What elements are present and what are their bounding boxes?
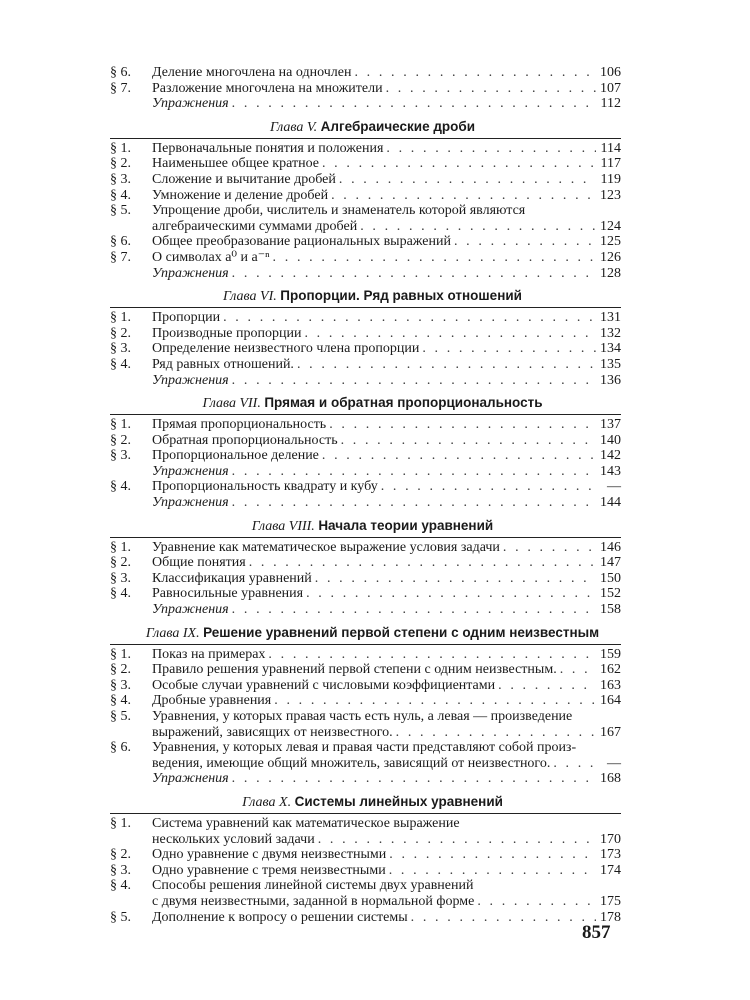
dot-leader — [381, 479, 596, 495]
section-number: § 1. — [110, 417, 131, 433]
toc-exercises-entry[interactable] — [110, 464, 621, 480]
toc-entry[interactable] — [110, 816, 621, 847]
page-ref: 147 — [600, 555, 621, 571]
toc-entry[interactable] — [110, 433, 621, 449]
dot-leader — [454, 234, 596, 250]
entry-title: Пропорциональность квадрату и кубу — [152, 479, 378, 495]
entry-body — [152, 433, 621, 449]
page-ref: 117 — [600, 156, 621, 172]
entry-title: Одно уравнение с двумя неизвестными — [152, 847, 387, 863]
entry-title: Упрощение дроби, числитель и знаменатель которой являются — [152, 203, 526, 219]
entry-title: Сложение и вычитание дробей — [152, 171, 336, 187]
entry-title: Равносильные уравнения — [152, 586, 304, 602]
page-ref: 178 — [600, 909, 621, 925]
section-number: § 4. — [110, 586, 131, 602]
entry-body — [152, 602, 621, 618]
section-number: § 3. — [110, 448, 131, 464]
page-ref: 128 — [600, 265, 621, 281]
dot-leader — [477, 894, 596, 910]
entry-body — [152, 555, 621, 571]
chapter-number: Глава VIII. — [251, 518, 315, 534]
toc-entry[interactable] — [110, 188, 621, 204]
section-number: § 2. — [110, 662, 131, 678]
dot-leader — [297, 357, 596, 373]
page-ref: 146 — [600, 539, 621, 555]
section-number: § 4. — [110, 479, 131, 495]
entry-body — [152, 156, 621, 172]
dot-leader — [304, 326, 596, 342]
toc-entry[interactable] — [110, 234, 621, 250]
entry-body — [152, 266, 621, 282]
toc-exercises-entry[interactable] — [110, 96, 621, 112]
toc-exercises-entry[interactable] — [110, 771, 621, 787]
page-ref: 175 — [600, 893, 621, 909]
dot-leader — [273, 250, 596, 266]
entry-body — [152, 203, 621, 234]
page-ref: 164 — [600, 693, 621, 709]
entry-title: Общие понятия — [152, 555, 246, 571]
dot-leader — [411, 910, 596, 926]
chapter-title: Начала теории уравнений — [318, 517, 494, 533]
entry-title: Деление многочлена на одночлен — [152, 65, 352, 80]
dot-leader — [223, 310, 596, 326]
toc-entry[interactable] — [110, 878, 621, 909]
chapter-number: Глава VI. — [223, 289, 277, 305]
entry-title: Способы решения линейной системы двух уравнений — [152, 878, 474, 894]
chapter-heading — [110, 792, 621, 814]
dot-leader — [341, 433, 596, 449]
page-ref: 158 — [600, 602, 621, 618]
section-number: § 2. — [110, 555, 131, 571]
page-ref: 167 — [600, 724, 621, 740]
page-ref: 162 — [600, 662, 621, 678]
entry-title: Система уравнений как математическое выражение — [152, 815, 460, 831]
section-number: § 5. — [110, 203, 131, 219]
section-number: § 7. — [110, 80, 131, 96]
entry-title: Пропорциональное деление — [152, 448, 319, 464]
toc-entry[interactable] — [110, 709, 621, 740]
entry-body — [152, 341, 621, 357]
page-number: 857 — [582, 922, 611, 943]
dot-leader — [318, 832, 596, 848]
dot-leader — [498, 678, 596, 694]
entry-body — [152, 693, 621, 709]
dot-leader — [422, 341, 596, 357]
section-number: § 6. — [110, 234, 131, 250]
dot-leader — [553, 756, 596, 772]
section-number: § 2. — [110, 156, 131, 172]
chapter-number: Глава IX. — [145, 625, 200, 641]
page-ref: 152 — [600, 586, 621, 602]
dot-leader — [386, 81, 596, 97]
dot-leader — [396, 725, 596, 741]
dot-leader — [268, 647, 596, 663]
toc-entry[interactable] — [110, 417, 621, 433]
entry-title: Пропорции — [152, 310, 221, 326]
section-number: § 3. — [110, 677, 131, 693]
toc-entry[interactable] — [110, 326, 621, 342]
section-number: § 5. — [110, 909, 131, 925]
entry-title: Упражнения — [152, 602, 229, 618]
entry-body — [152, 172, 621, 188]
page-ref: 131 — [600, 310, 621, 326]
page-ref: 114 — [600, 140, 621, 156]
dot-leader — [331, 188, 596, 204]
chapter-number: Глава X. — [242, 794, 292, 810]
section-number: § 4. — [110, 693, 131, 709]
dot-leader — [322, 156, 596, 172]
dot-leader — [322, 448, 596, 464]
chapter-title: Решение уравнений первой степени с одним неизвестным — [203, 624, 600, 640]
entry-title: с двумя неизвестными, заданной в нормальной форме — [152, 893, 475, 909]
page-ref: 140 — [600, 432, 621, 448]
toc-entry[interactable] — [110, 540, 621, 556]
page-ref: 126 — [600, 249, 621, 265]
toc-entry[interactable] — [110, 448, 621, 464]
dot-leader — [389, 863, 596, 879]
entry-title: Упражнения — [152, 463, 229, 479]
toc-exercises-entry[interactable] — [110, 495, 621, 511]
toc-entry[interactable] — [110, 81, 621, 97]
dot-leader — [329, 417, 596, 433]
page-ref: 174 — [600, 862, 621, 878]
entry-body — [152, 81, 621, 97]
entry-body — [152, 740, 621, 771]
chapter-heading — [110, 393, 621, 415]
chapter-title: Системы линейных уравнений — [294, 793, 503, 809]
entry-body — [152, 250, 621, 266]
toc-exercises-entry[interactable] — [110, 373, 621, 389]
entry-body — [152, 373, 621, 389]
toc-entry[interactable] — [110, 740, 621, 771]
chapter-heading — [110, 286, 621, 308]
toc-entry[interactable] — [110, 203, 621, 234]
dot-leader — [386, 141, 596, 157]
entry-body — [152, 863, 621, 879]
entry-body — [152, 479, 621, 495]
dot-leader — [232, 495, 596, 511]
dot-leader — [249, 555, 596, 571]
entry-body — [152, 96, 621, 112]
section-number: § 1. — [110, 310, 131, 326]
entry-body — [152, 709, 621, 740]
toc-entry[interactable] — [110, 172, 621, 188]
page-ref: 150 — [600, 570, 621, 586]
toc-exercises-entry[interactable] — [110, 602, 621, 618]
chapter-title: Пропорции. Ряд равных отношений — [280, 288, 522, 304]
section-number: § 6. — [110, 740, 131, 756]
toc-entry[interactable] — [110, 647, 621, 663]
section-number: § 1. — [110, 539, 131, 555]
toc-entry[interactable] — [110, 310, 621, 326]
section-number: § 4. — [110, 187, 131, 203]
toc-entry[interactable] — [110, 156, 621, 172]
page-ref: 125 — [600, 234, 621, 250]
page-ref: 143 — [600, 463, 621, 479]
entry-body — [152, 188, 621, 204]
entry-body — [152, 647, 621, 663]
dot-leader — [232, 373, 596, 389]
page-ref: 137 — [600, 417, 621, 433]
entry-body — [152, 816, 621, 847]
entry-body — [152, 571, 621, 587]
page-ref: 107 — [600, 80, 621, 96]
page-ref: 123 — [600, 187, 621, 203]
dot-leader — [354, 65, 596, 81]
toc-entry[interactable] — [110, 479, 621, 495]
section-number: § 3. — [110, 171, 131, 187]
page-ref: 112 — [600, 96, 621, 112]
entry-body — [152, 878, 621, 909]
entry-title: Особые случаи уравнений с числовыми коэффициентами — [152, 677, 496, 693]
dot-leader — [232, 266, 596, 282]
page-ref: 124 — [600, 218, 621, 234]
toc-entry[interactable] — [110, 910, 621, 926]
entry-title: алгебраическими суммами дробей — [152, 218, 358, 234]
dot-leader — [339, 172, 596, 188]
entry-body — [152, 326, 621, 342]
entry-title: Дополнение к вопросу о решении системы — [152, 909, 408, 925]
toc-entry[interactable] — [110, 250, 621, 266]
toc-entry[interactable] — [110, 586, 621, 602]
toc-entry[interactable] — [110, 571, 621, 587]
entry-title: выражений, зависящих от неизвестного. — [152, 724, 393, 740]
section-number: § 2. — [110, 432, 131, 448]
entry-title: Ряд равных отношений. — [152, 356, 294, 372]
section-number: § 3. — [110, 570, 131, 586]
page-ref: 134 — [600, 341, 621, 357]
entry-body — [152, 448, 621, 464]
entry-title: Дробные уравнения — [152, 693, 272, 709]
entry-body — [152, 847, 621, 863]
toc-entry[interactable] — [110, 847, 621, 863]
page-ref: 132 — [600, 325, 621, 341]
dot-leader — [360, 219, 596, 235]
entry-title: Наименьшее общее кратное — [152, 156, 319, 172]
section-number: § 5. — [110, 709, 131, 724]
entry-title: Общее преобразование рациональных выражений — [152, 234, 451, 250]
dot-leader — [232, 771, 596, 787]
entry-body — [152, 65, 621, 81]
page-ref: 173 — [600, 847, 621, 863]
chapter-heading — [110, 623, 621, 645]
page-ref: 142 — [600, 448, 621, 464]
toc-entry[interactable] — [110, 693, 621, 709]
page-ref: — — [607, 755, 621, 771]
toc-entry[interactable] — [110, 662, 621, 678]
page-ref: 168 — [600, 771, 621, 787]
section-number: § 1. — [110, 815, 131, 831]
dot-leader — [232, 464, 596, 480]
section-number: § 4. — [110, 356, 131, 372]
toc-exercises-entry[interactable] — [110, 266, 621, 282]
entry-title: Уравнения, у которых правая часть есть нуль, а левая — произведение — [152, 709, 573, 724]
entry-body — [152, 417, 621, 433]
entry-title: ведения, имеющие общий множитель, зависящий от неизвестного. — [152, 755, 551, 771]
page-ref: 106 — [600, 65, 621, 80]
entry-title: Одно уравнение с тремя неизвестными — [152, 862, 386, 878]
chapter-heading — [110, 117, 621, 139]
toc-entry[interactable] — [110, 341, 621, 357]
page-ref: 144 — [600, 495, 621, 511]
dot-leader — [232, 602, 596, 618]
toc-entry[interactable] — [110, 65, 621, 81]
entry-title: Уравнение как математическое выражение условия задачи — [152, 539, 500, 555]
entry-title: Упражнения — [152, 372, 229, 388]
entry-title: Правило решения уравнений первой степени с одним неизвестным. — [152, 662, 557, 678]
entry-body — [152, 540, 621, 556]
section-number: § 1. — [110, 646, 131, 662]
dot-leader — [306, 586, 596, 602]
toc-entry[interactable] — [110, 555, 621, 571]
entry-body — [152, 464, 621, 480]
entry-title: Прямая пропорциональность — [152, 417, 327, 433]
page-ref: 170 — [600, 831, 621, 847]
toc-entry[interactable] — [110, 678, 621, 694]
section-number: § 4. — [110, 878, 131, 894]
toc-entry[interactable] — [110, 863, 621, 879]
entry-title: О символах a⁰ и a⁻ⁿ — [152, 249, 270, 265]
entry-title: Уравнения, у которых левая и правая части представляют собой произ- — [152, 740, 577, 756]
dot-leader — [389, 847, 596, 863]
page-ref: 119 — [600, 171, 621, 187]
entry-body — [152, 310, 621, 326]
chapter-number: Глава V. — [269, 119, 318, 135]
dot-leader — [315, 571, 596, 587]
entry-title: Упражнения — [152, 771, 229, 787]
entry-title: Классификация уравнений — [152, 570, 312, 586]
dot-leader — [232, 96, 596, 112]
page-ref: 136 — [600, 372, 621, 388]
section-number: § 1. — [110, 140, 131, 156]
page-ref: — — [607, 479, 621, 495]
entry-body — [152, 586, 621, 602]
entry-title: Первоначальные понятия и положения — [152, 140, 384, 156]
entry-title: Определение неизвестного члена пропорции — [152, 341, 420, 357]
section-number: § 7. — [110, 249, 131, 265]
entry-body — [152, 357, 621, 373]
chapter-title: Прямая и обратная пропорциональность — [264, 395, 543, 411]
entry-title: Упражнения — [152, 265, 229, 281]
page-ref: 135 — [600, 356, 621, 372]
entry-body — [152, 678, 621, 694]
dot-leader — [503, 540, 596, 556]
entry-title: Показ на примерах — [152, 646, 266, 662]
section-number: § 3. — [110, 341, 131, 357]
dot-leader — [274, 693, 596, 709]
entry-title: Обратная пропорциональность — [152, 432, 338, 448]
entry-body — [152, 910, 621, 926]
dot-leader — [560, 662, 596, 678]
chapter-heading — [110, 516, 621, 538]
section-number: § 3. — [110, 862, 131, 878]
table-of-contents — [110, 65, 621, 925]
entry-body — [152, 234, 621, 250]
entry-body — [152, 141, 621, 157]
entry-body — [152, 495, 621, 511]
chapter-number: Глава VII. — [202, 396, 261, 412]
toc-entry[interactable] — [110, 357, 621, 373]
page-ref: 163 — [600, 677, 621, 693]
section-number: § 2. — [110, 847, 131, 863]
page-ref: 159 — [600, 646, 621, 662]
section-number: § 6. — [110, 65, 131, 80]
entry-title: Упражнения — [152, 96, 229, 112]
entry-title: Умножение и деление дробей — [152, 187, 329, 203]
chapter-title: Алгебраические дроби — [320, 118, 476, 134]
entry-title: Разложение многочлена на множители — [152, 80, 383, 96]
toc-entry[interactable] — [110, 141, 621, 157]
entry-body — [152, 771, 621, 787]
section-number: § 2. — [110, 325, 131, 341]
entry-body — [152, 662, 621, 678]
entry-title: нескольких условий задачи — [152, 831, 315, 847]
entry-title: Упражнения — [152, 495, 229, 511]
entry-title: Производные пропорции — [152, 325, 302, 341]
